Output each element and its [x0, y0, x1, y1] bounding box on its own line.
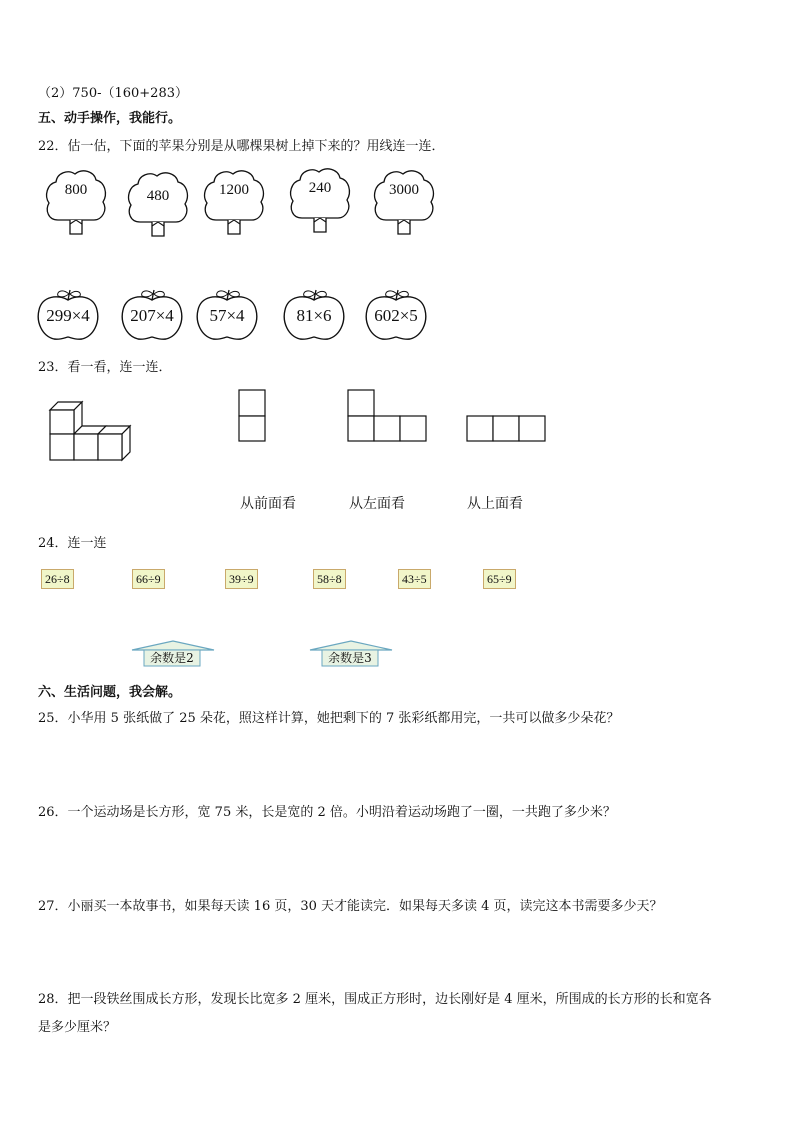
question-25: 25．小华用 5 张纸做了 25 朵花，照这样计算，她把剩下的 7 张彩纸都用完，一共可以做多少朵花？ — [38, 711, 620, 726]
tree-icon — [126, 170, 190, 240]
label-left-view: 从左面看 — [349, 496, 405, 512]
apple-299x4 — [36, 288, 100, 342]
tree-240 — [288, 166, 352, 236]
view-shape-row — [466, 415, 548, 443]
question-22: 22．估一估，下面的苹果分别是从哪棵果树上掉下来的？用线连一连． — [38, 139, 445, 154]
question-26: 26．一个运动场是长方形，宽 75 米，长是宽的 2 倍。小明沿着运动场跑了一圈，一共跑了多少米？ — [38, 805, 616, 820]
question-28-line2: 是多少厘米？ — [38, 1020, 117, 1035]
section-6-heading: 六、生活问题，我会解。 — [38, 685, 182, 700]
question-28-line1: 28．把一段铁丝围成长方形，发现长比宽多 2 厘米，围成正方形时，边长刚好是 4 厘米，所围成的长方形的长和宽各 — [38, 992, 712, 1007]
remainder-label: 余数是2 — [150, 651, 194, 665]
view-shape-vertical — [238, 389, 268, 443]
question-24: 24．连一连 — [38, 536, 107, 551]
apple-expression: 57×4 — [209, 306, 245, 325]
q21-part2: （2）750-（160+283） — [38, 86, 188, 101]
tree-1200 — [202, 168, 266, 238]
tree-number: 240 — [308, 180, 332, 196]
remainder-house-2 — [130, 640, 216, 668]
tree-icon — [44, 168, 108, 238]
view-shape-l — [347, 389, 429, 443]
label-top-view: 从上面看 — [467, 496, 523, 512]
apple-602x5 — [364, 288, 428, 342]
division-card: 66÷9 — [132, 569, 165, 589]
tree-3000 — [372, 168, 436, 238]
tree-icon — [202, 168, 266, 238]
tree-number: 3000 — [389, 182, 419, 198]
division-card: 39÷9 — [225, 569, 258, 589]
apple-expression: 207×4 — [130, 306, 174, 325]
label-front-view: 从前面看 — [240, 496, 296, 512]
tree-number: 800 — [64, 182, 88, 198]
cube-figure — [46, 396, 142, 466]
apple-expression: 602×5 — [374, 306, 418, 325]
division-card: 26÷8 — [41, 569, 74, 589]
division-card: 65÷9 — [483, 569, 516, 589]
apple-81x6 — [282, 288, 346, 342]
tree-800 — [44, 168, 108, 238]
tree-number: 480 — [146, 188, 170, 204]
question-27: 27．小丽买一本故事书，如果每天读 16 页，30 天才能读完．如果每天多读 4 页，读完这本书需要多少天？ — [38, 899, 663, 914]
apple-expression: 81×6 — [296, 306, 332, 325]
apple-57x4 — [195, 288, 259, 342]
tree-icon — [288, 166, 352, 236]
tree-480 — [126, 170, 190, 240]
remainder-label: 余数是3 — [328, 651, 372, 665]
question-23: 23．看一看，连一连． — [38, 360, 172, 375]
remainder-house-3 — [308, 640, 394, 668]
apple-207x4 — [120, 288, 184, 342]
division-card: 58÷8 — [313, 569, 346, 589]
section-5-heading: 五、动手操作，我能行。 — [38, 111, 182, 126]
tree-icon — [372, 168, 436, 238]
apple-expression: 299×4 — [46, 306, 90, 325]
tree-number: 1200 — [219, 182, 249, 198]
division-card: 43÷5 — [398, 569, 431, 589]
